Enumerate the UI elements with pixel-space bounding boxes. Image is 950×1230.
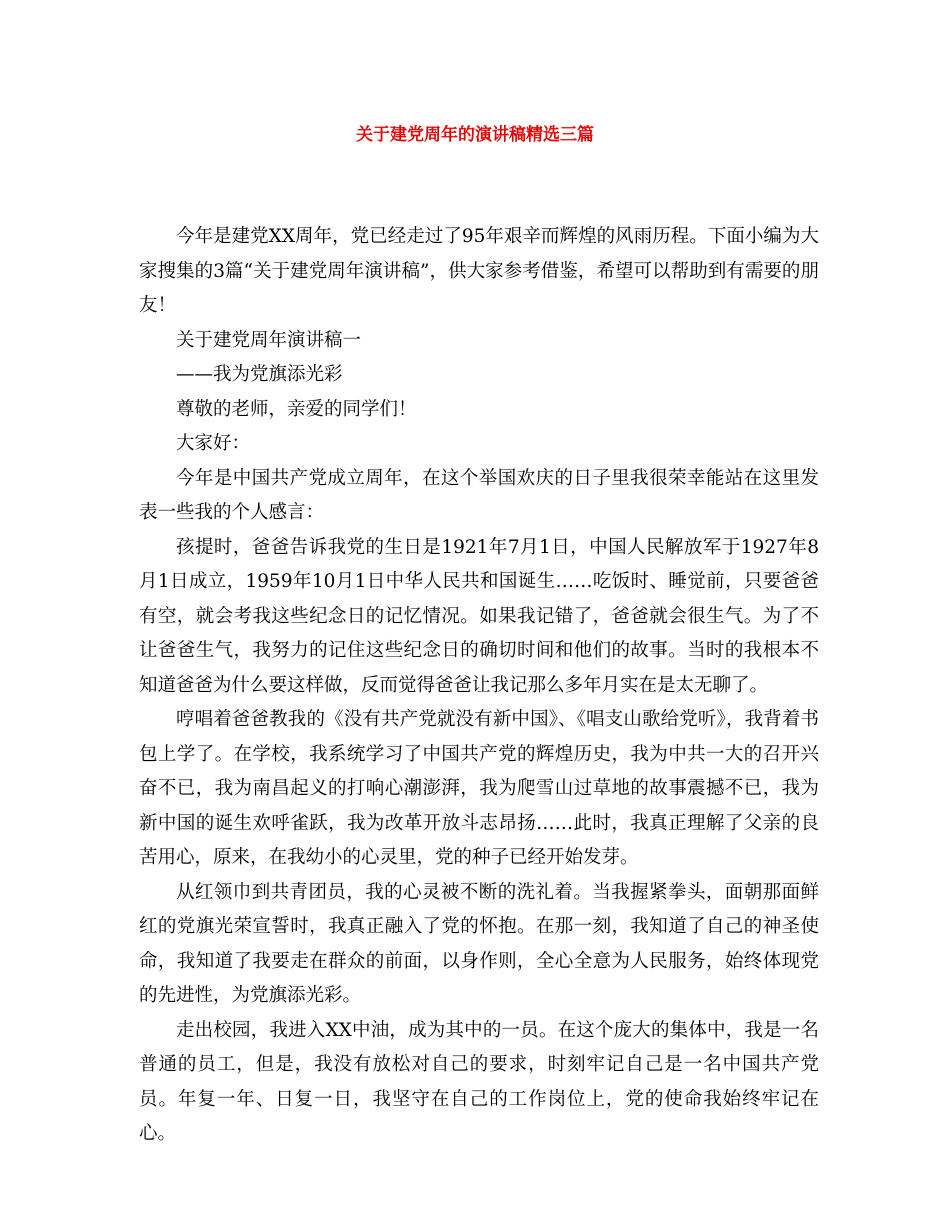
body-paragraph: 走出校园，我进入XX中油，成为其中的一员。在这个庞大的集体中，我是一名普通的员工，但是，我没有放松对自己的要求，时刻牢记自己是一名中国共产党员。年复一年、日复一日，我坚守在自己的工作岗位上，党的使命我始终牢记在心。 bbox=[139, 1019, 819, 1144]
body-paragraph: 从红领巾到共青团员，我的心灵被不断的洗礼着。当我握紧拳头，面朝那面鲜红的党旗光荣宣誓时，我真正融入了党的怀抱。在那一刻，我知道了自己的神圣使命，我知道了我要走在群众的前面，以身作则，全心全意为人民服务，始终体现党的先进性，为党旗添光彩。 bbox=[139, 881, 819, 1006]
intro-paragraph: 今年是建党XX周年，党已经走过了95年艰辛而辉煌的风雨历程。下面小编为大家搜集的3篇“关于建党周年演讲稿”，供大家参考借鉴，希望可以帮助到有需要的朋友！ bbox=[139, 226, 819, 316]
speech-subtitle: ——我为党旗添光彩 bbox=[176, 364, 343, 385]
body-paragraph: 今年是中国共产党成立周年，在这个举国欢庆的日子里我很荣幸能站在这里发表一些我的个人感言： bbox=[139, 467, 819, 523]
salutation: 尊敬的老师，亲爱的同学们！ bbox=[176, 398, 417, 420]
body-paragraph: 哼唱着爸爸教我的《没有共产党就没有新中国》、《唱支山歌给党听》，我背着书包上学了。在学校，我系统学习了中国共产党的辉煌历史，我为中共一大的召开兴奋不已，我为南昌起义的打响心潮澎湃，我为爬雪山过草地的故事震撼不已，我为新中国的诞生欢呼雀跃，我为改革开放斗志昂扬……此时，我真正理解了父亲的良苦用心，原来，在我幼小的心灵里，党的种子已经开始发芽。 bbox=[139, 709, 819, 868]
greeting: 大家好： bbox=[176, 433, 251, 454]
document-title: 关于建党周年的演讲稿精选三篇 bbox=[356, 125, 594, 145]
speech-heading: 关于建党周年演讲稿一 bbox=[176, 329, 362, 351]
document-body bbox=[139, 220, 819, 1152]
body-paragraph: 孩提时，爸爸告诉我党的生日是1921年7月1日，中国人民解放军于1927年8月1日成立，1959年10月1日中华人民共和国诞生……吃饭时、睡觉前，只要爸爸有空，就会考我这些纪念日的记忆情况。如果我记错了，爸爸就会很生气。为了不让爸爸生气，我努力的记住这些纪念日的确切时间和他们的故事。当时的我根本不知道爸爸为什么要这样做，反而觉得爸爸让我记那么多年月实在是太无聊了。 bbox=[139, 536, 819, 696]
